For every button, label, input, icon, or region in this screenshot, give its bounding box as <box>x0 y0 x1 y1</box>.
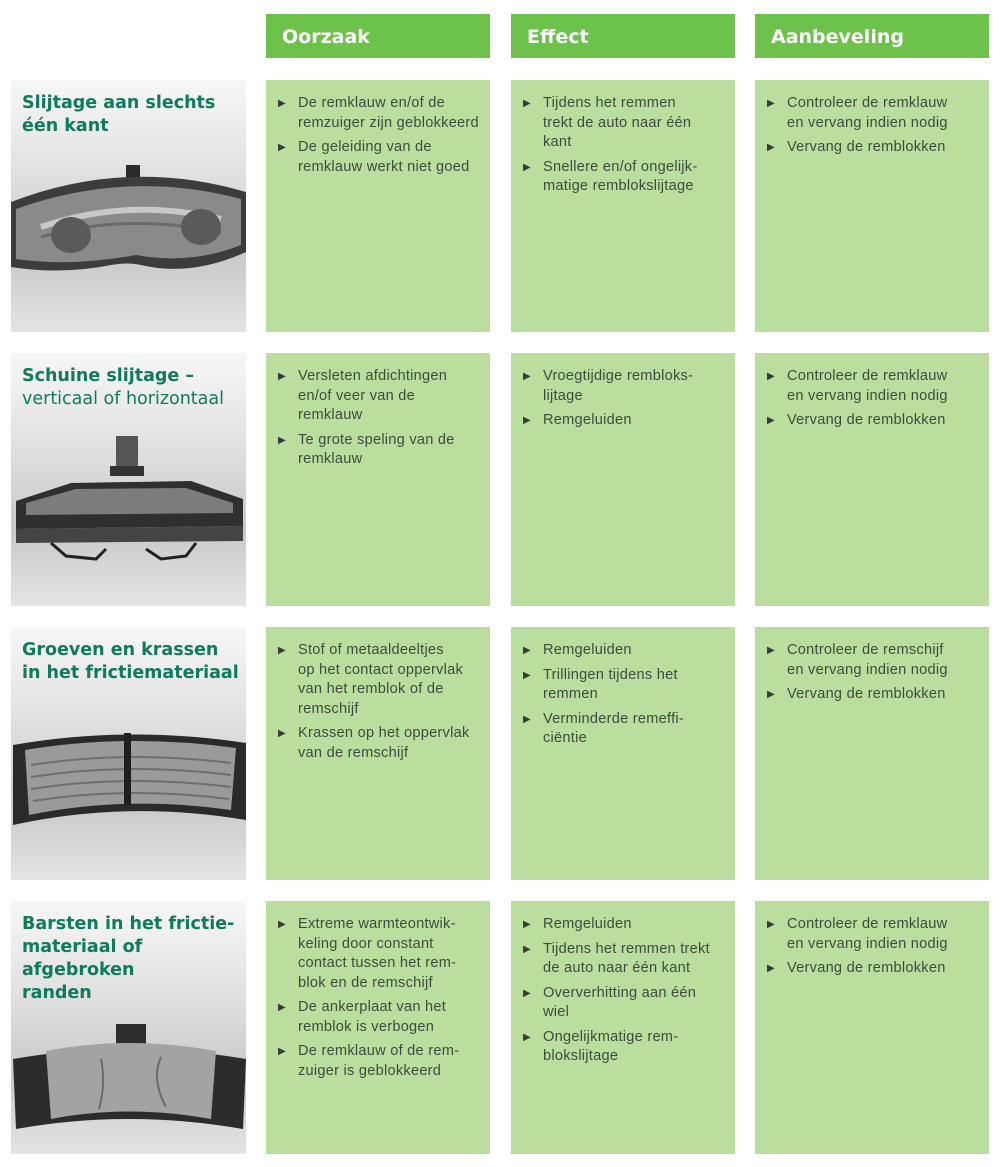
bullet-text: Controleer de remschijf en vervang indien nodig <box>787 642 948 678</box>
bullet-text: Stof of metaaldeeltjes op het contact oppervlak van het remblok of de remschijf <box>298 642 464 717</box>
row-title: Schuine slijtage – verticaal of horizontaal <box>22 366 224 409</box>
brake-pad-image <box>11 705 246 880</box>
bullet-text: Extreme warmteontwik- keling door constant contact tussen het rem- blok en de remschijf <box>298 916 457 991</box>
bullet-text: Snellere en/of ongelijk- matige remblokslijtage <box>543 158 698 194</box>
bullet-triangle-icon: ▶ <box>278 1046 286 1057</box>
row-title: Barsten in het frictie- materiaal of afgebroken randen <box>22 914 235 1003</box>
bullet-text: Controleer de remklauw en vervang indien nodig <box>787 916 948 952</box>
cause-cell <box>266 80 490 332</box>
bullet-triangle-icon: ▶ <box>767 142 775 153</box>
brake-pad-image <box>11 431 246 606</box>
row-title: Slijtage aan slechts één kant <box>22 93 216 136</box>
bullet-text: Trillingen tijdens het remmen <box>543 666 678 702</box>
bullet-text: Tijdens het remmen trekt de auto naar één kant <box>543 940 710 976</box>
bullet-triangle-icon: ▶ <box>278 919 286 930</box>
row-title: Groeven en krassen in het frictiemateriaal <box>22 640 239 683</box>
bullet-triangle-icon: ▶ <box>278 645 286 656</box>
bullet-triangle-icon: ▶ <box>523 645 531 656</box>
recommendation-cell <box>755 901 989 1154</box>
bullet-text: De geleiding van de remklauw werkt niet goed <box>298 139 470 175</box>
bullet-item <box>767 641 981 680</box>
brake-pad-image <box>11 157 246 332</box>
cause-cell <box>266 901 490 1154</box>
brake-pad-image <box>11 979 246 1154</box>
bullet-text: De remklauw en/of de remzuiger zijn geblokkeerd <box>298 95 479 131</box>
bullet-text: Versleten afdichtingen en/of veer van de remklauw <box>298 368 448 423</box>
bullet-triangle-icon: ▶ <box>523 919 531 930</box>
bullet-item <box>278 94 482 133</box>
bullet-triangle-icon: ▶ <box>767 645 775 656</box>
bullet-item <box>523 915 727 935</box>
bullet-triangle-icon: ▶ <box>523 943 531 955</box>
bullet-triangle-icon: ▶ <box>767 371 775 382</box>
row-image-cell <box>11 901 246 1154</box>
effect-cell <box>511 80 735 332</box>
bullet-item <box>523 411 727 431</box>
bullet-item <box>278 998 482 1037</box>
bullet-triangle-icon: ▶ <box>767 689 775 700</box>
bullet-triangle-icon: ▶ <box>523 161 531 173</box>
bullet-item <box>523 710 727 749</box>
row-image-cell <box>11 627 246 880</box>
bullet-item <box>767 94 981 133</box>
bullet-text: Vervang de remblokken <box>787 412 946 428</box>
bullet-item <box>523 1028 727 1067</box>
bullet-triangle-icon: ▶ <box>523 669 531 681</box>
row-image-cell <box>11 80 246 332</box>
bullet-text: Tijdens het remmen trekt de auto naar één kant <box>543 95 692 150</box>
bullet-item <box>523 367 727 406</box>
bullet-text: Vervang de remblokken <box>787 686 946 702</box>
header-recommendation: Aanbeveling <box>755 14 989 58</box>
effect-cell <box>511 353 735 606</box>
bullet-text: Oververhitting aan één wiel <box>543 984 697 1020</box>
bullet-item <box>278 431 482 470</box>
recommendation-cell <box>755 353 989 606</box>
row-image-cell <box>11 353 246 606</box>
bullet-text: Remgeluiden <box>543 642 632 658</box>
bullet-triangle-icon: ▶ <box>278 1002 286 1013</box>
bullet-text: De remklauw of de rem- zuiger is geblokkeerd <box>298 1043 460 1079</box>
bullet-triangle-icon: ▶ <box>767 415 775 426</box>
bullet-item <box>523 94 727 153</box>
bullet-text: Vroegtijdige rembloks- lijtage <box>543 368 694 404</box>
bullet-item <box>767 959 981 979</box>
bullet-text: Vervang de remblokken <box>787 960 946 976</box>
bullet-triangle-icon: ▶ <box>523 415 531 426</box>
bullet-triangle-icon: ▶ <box>278 98 286 109</box>
bullet-triangle-icon: ▶ <box>278 728 286 739</box>
bullet-triangle-icon: ▶ <box>767 919 775 930</box>
bullet-item <box>278 641 482 719</box>
effect-cell <box>511 901 735 1154</box>
bullet-text: Ongelijkmatige rem- blokslijtage <box>543 1028 679 1064</box>
bullet-item <box>523 641 727 661</box>
bullet-triangle-icon: ▶ <box>767 98 775 109</box>
bullet-item <box>523 666 727 705</box>
bullet-text: Vervang de remblokken <box>787 139 946 155</box>
bullet-item <box>278 1042 482 1081</box>
effect-cell <box>511 627 735 880</box>
bullet-text: De ankerplaat van het remblok is verbogen <box>298 999 447 1035</box>
bullet-item <box>523 984 727 1023</box>
recommendation-cell <box>755 80 989 332</box>
bullet-item <box>278 724 482 763</box>
bullet-triangle-icon: ▶ <box>278 434 286 446</box>
bullet-triangle-icon: ▶ <box>523 1031 531 1043</box>
bullet-text: Te grote speling van de remklauw <box>298 431 455 467</box>
bullet-text: Remgeluiden <box>543 916 632 932</box>
bullet-triangle-icon: ▶ <box>523 98 531 109</box>
bullet-text: Remgeluiden <box>543 412 632 428</box>
bullet-text: Verminderde remeffi- ciëntie <box>543 710 684 746</box>
bullet-item <box>767 367 981 406</box>
bullet-triangle-icon: ▶ <box>523 713 531 725</box>
bullet-text: Controleer de remklauw en vervang indien nodig <box>787 95 948 131</box>
bullet-text: Controleer de remklauw en vervang indien nodig <box>787 368 948 404</box>
bullet-item <box>278 138 482 177</box>
recommendation-cell <box>755 627 989 880</box>
bullet-triangle-icon: ▶ <box>523 987 531 999</box>
bullet-text: Krassen op het oppervlak van de remschijf <box>298 725 470 761</box>
bullet-item <box>767 685 981 705</box>
bullet-triangle-icon: ▶ <box>767 963 775 974</box>
bullet-triangle-icon: ▶ <box>278 142 286 153</box>
bullet-item <box>523 940 727 979</box>
bullet-triangle-icon: ▶ <box>523 371 531 382</box>
header-cause: Oorzaak <box>266 14 490 58</box>
cause-cell <box>266 627 490 880</box>
header-effect: Effect <box>511 14 735 58</box>
bullet-item <box>767 138 981 158</box>
bullet-item <box>278 915 482 993</box>
bullet-triangle-icon: ▶ <box>278 371 286 382</box>
bullet-item <box>278 367 482 426</box>
bullet-item <box>523 158 727 197</box>
bullet-item <box>767 411 981 431</box>
cause-cell <box>266 353 490 606</box>
bullet-item <box>767 915 981 954</box>
